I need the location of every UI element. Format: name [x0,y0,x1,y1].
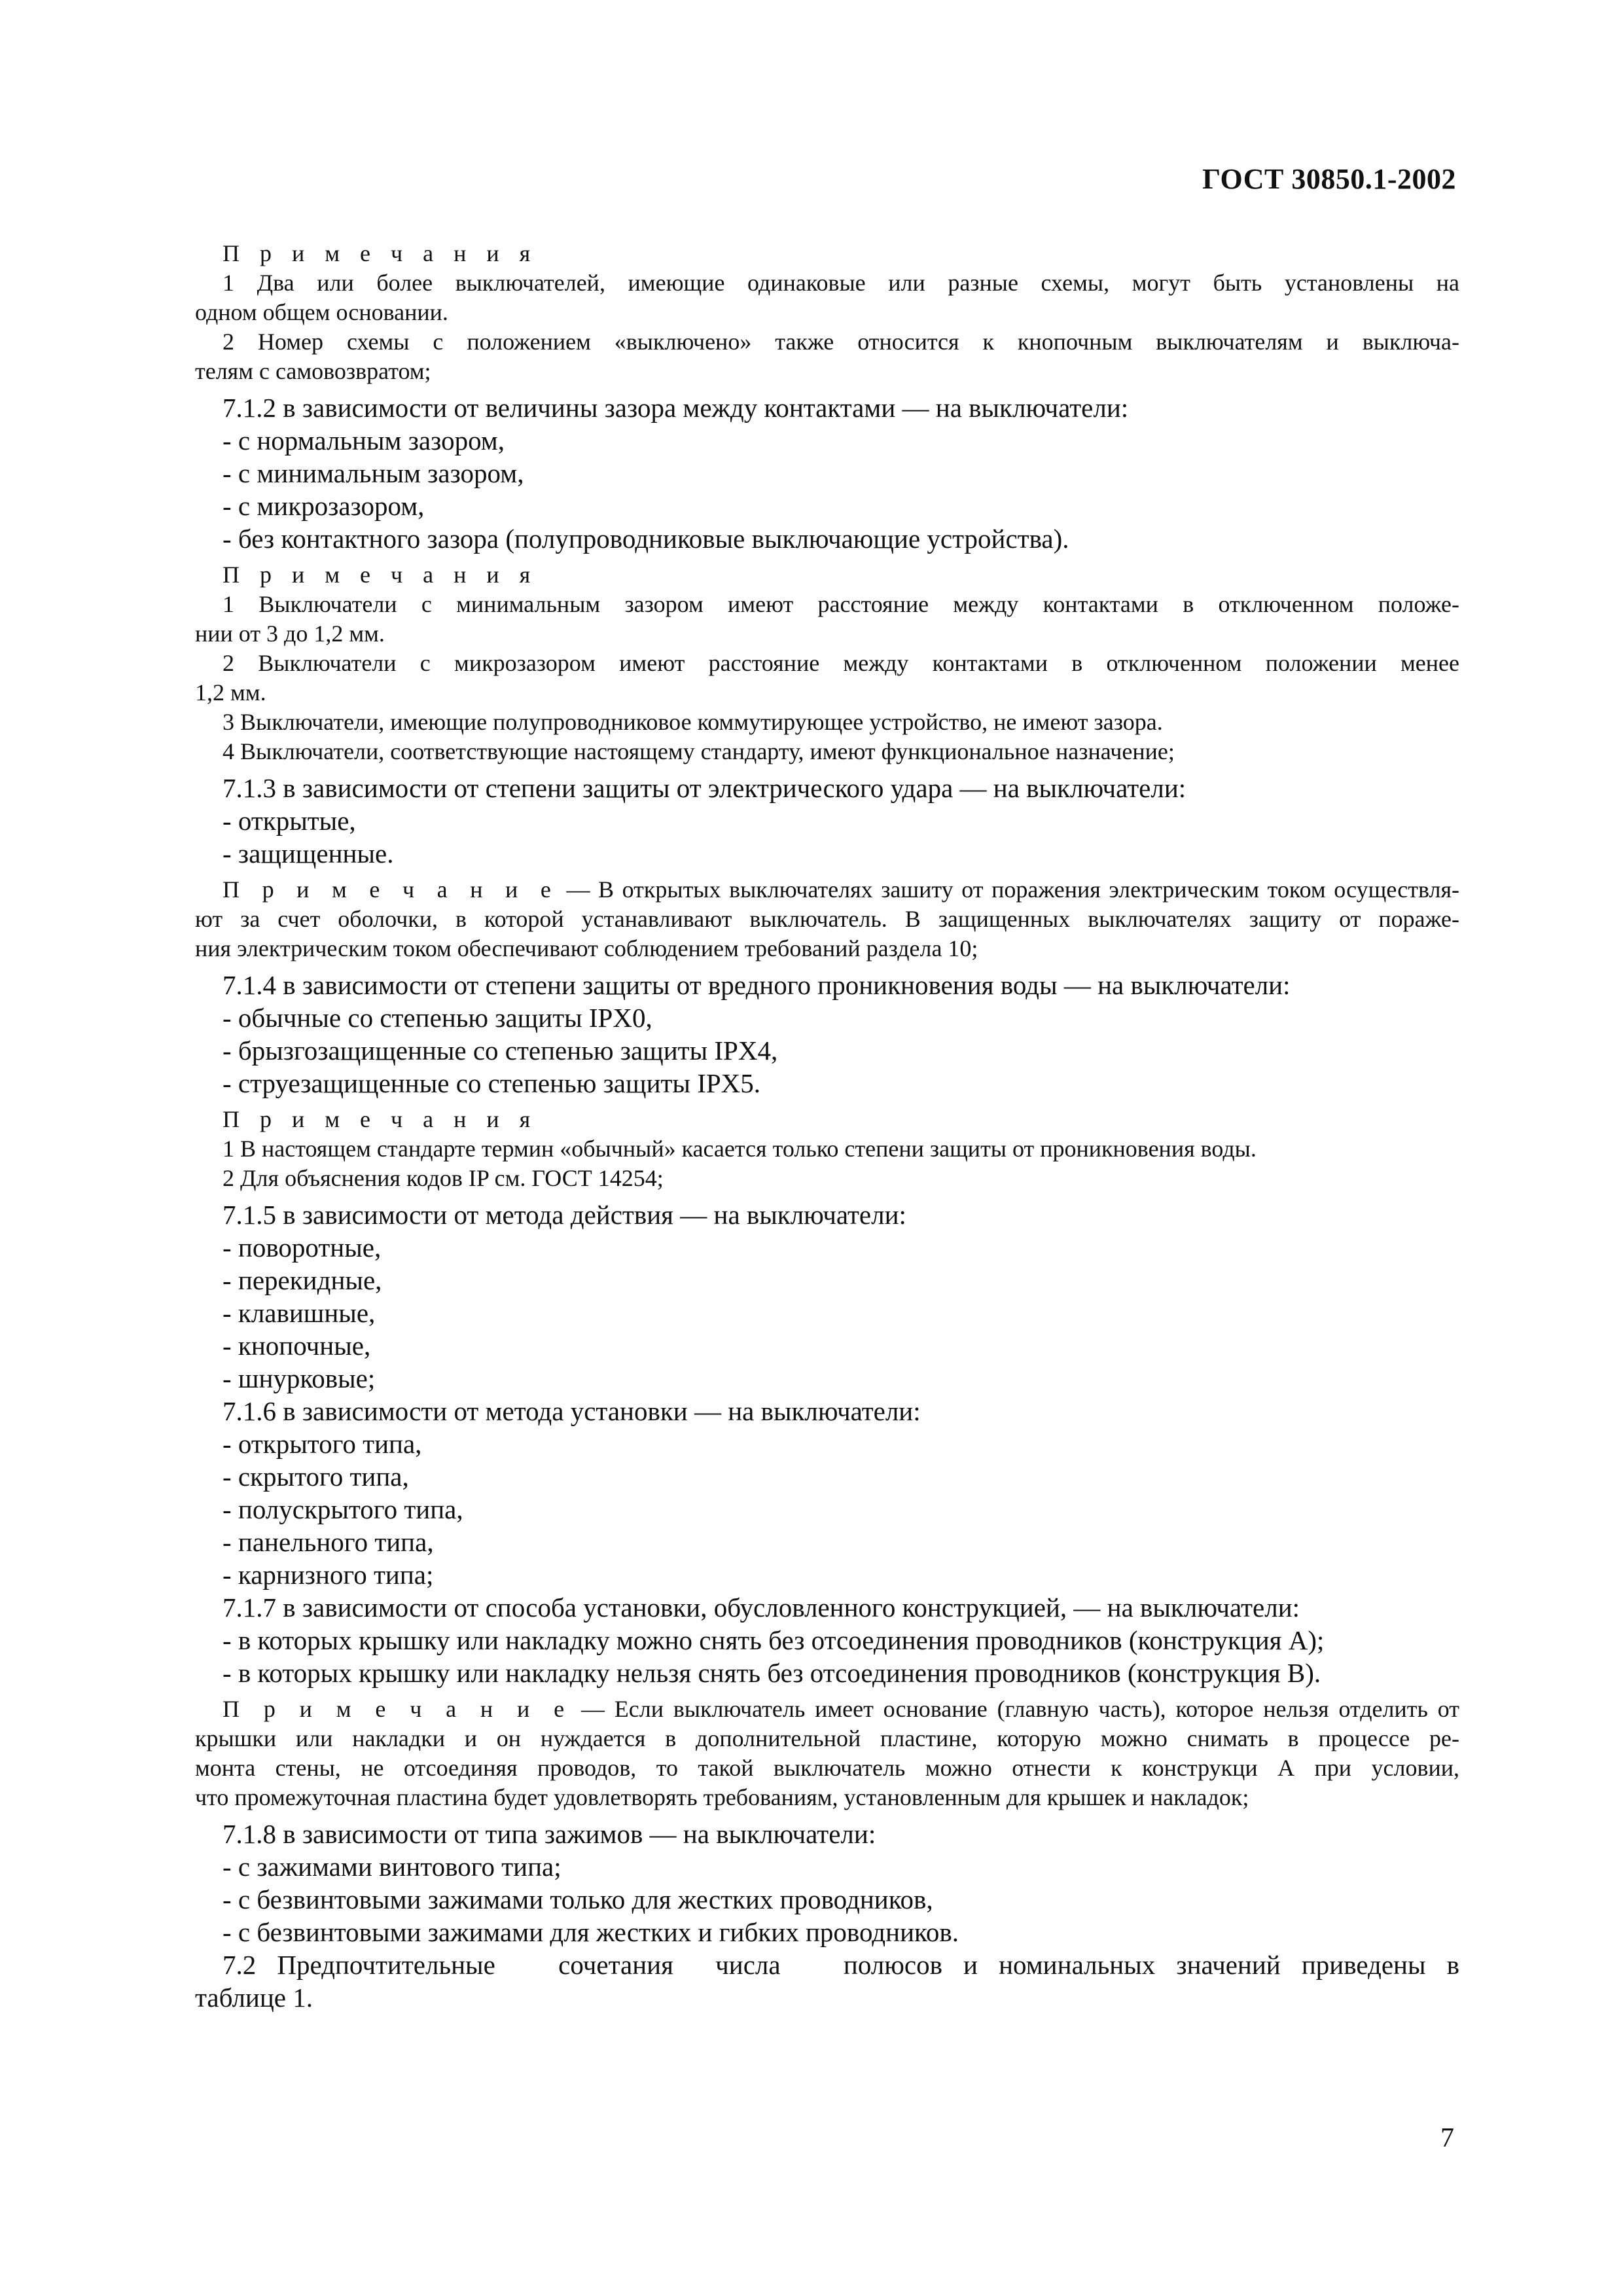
list-item: - с безвинтовыми зажимами только для жестких проводников, [223,1884,933,1914]
list-item: - защищенные. [223,838,394,869]
note-text: 3 Выключатели, имеющие полупроводниковое коммутирующее устройство, не имеют зазора. [223,709,1163,735]
clause-heading: 7.1.8 в зависимости от типа зажимов — на выключатели: [223,1819,876,1849]
list-item: - в которых крышку или накладку можно снять без отсоединения проводников (конструкция А); [223,1625,1325,1655]
list-item: - открытого типа, [223,1429,422,1459]
list-item: - скрытого типа, [223,1462,409,1492]
note-text: что промежуточная пластина будет удовлетворять требованиям, установленным для крышек и накладок; [195,1784,1249,1810]
clause-heading: 7.1.2 в зависимости от величины зазора между контактами — на выключатели: [223,393,1129,423]
standard-designation: ГОСТ 30850.1-2002 [1202,163,1456,195]
note-text: крышки или накладки и он нуждается в дополнительной пластине, которую можно снимать в процессе ре- [195,1725,1459,1751]
clause-7-1-5 [195,1198,1459,1395]
list-item: - с зажимами винтового типа; [223,1852,562,1882]
notes-label: П р и м е ч а н и я [223,562,538,588]
list-item: - с микрозазором, [223,491,425,521]
list-item: - панельного типа, [223,1527,434,1557]
note-label: П р и м е ч а н и е [223,876,558,903]
clause-heading: 7.1.3 в зависимости от степени защиты от электрического удара — на выключатели: [223,773,1186,803]
list-item: - поворотные, [223,1232,382,1263]
page-body [195,239,1459,2014]
list-item: - с нормальным зазором, [223,425,505,456]
list-item: - шнурковые; [223,1363,376,1393]
list-item: - перекидные, [223,1265,382,1295]
page-number: 7 [1440,2123,1454,2153]
note-text: 2 Для объяснения кодов IP см. ГОСТ 14254; [223,1165,664,1191]
clause-7-1-2 [195,391,1459,555]
list-item: - брызгозащищенные со степенью защиты IPX4, [223,1035,778,1066]
note-text: П р и м е ч а н и е — В открытых выключателях зашиту от поражения электрическим током осуществля- [223,876,1459,903]
notes-block [195,1105,1459,1193]
note-text: ния электрическим током обеспечивают соблюдением требований раздела 10; [195,935,978,961]
note-text: 1 В настоящем стандарте термин «обычный» касается только степени защиты от проникновения воды. [223,1136,1257,1162]
list-item: - открытые, [223,806,356,836]
note-text: одном общем основании. [195,299,448,325]
clause-7-1-3 [195,772,1459,870]
list-item: - с безвинтовыми зажимами для жестких и гибких проводников. [223,1917,959,1947]
note-text: монта стены, не отсоединяя проводов, то такой выключатель можно отнести к конструкци А при условии, [195,1755,1459,1781]
notes-block [195,239,1459,386]
list-item: - в которых крышку или накладку нельзя снять без отсоединения проводников (конструкция В). [223,1658,1321,1688]
clause-heading: 7.1.4 в зависимости от степени защиты от вредного проникновения воды — на выключатели: [223,970,1291,1000]
list-item: - полускрытого типа, [223,1494,463,1524]
notes-label: П р и м е ч а н и я [223,240,538,266]
clause-text: таблице 1. [195,1982,313,2013]
clause-7-1-4 [195,969,1459,1100]
notes-block [195,560,1459,766]
list-item: - карнизного типа; [223,1560,434,1590]
note-text: 4 Выключатели, соответствующие настоящему стандарту, имеют функциональное назначение; [223,738,1175,764]
list-item: - с минимальным зазором, [223,458,524,488]
notes-label: П р и м е ч а н и я [223,1106,538,1132]
clause-7-1-6 [195,1395,1459,1591]
note-text: ют за счет оболочки, в которой устанавливают выключатель. В защищенных выключателях защиту от пораже- [195,906,1459,932]
clause-heading: 7.1.6 в зависимости от метода установки — на выключатели: [223,1396,921,1426]
note-text: 2 Выключатели с микрозазором имеют расстояние между контактами в отключенном положении менее [223,650,1459,676]
list-item: - без контактного зазора (полупроводниковые выключающие устройства). [223,524,1069,554]
note-text: П р и м е ч а н и е — Если выключатель имеет основание (главную часть), которое нельзя отделить от [223,1696,1459,1722]
list-item: - клавишные, [223,1298,376,1328]
note-text: 1,2 мм. [195,679,266,706]
note-label: П р и м е ч а н и е [223,1696,572,1722]
note-block [195,1695,1459,1812]
clause-heading: 7.1.5 в зависимости от метода действия — на выключатели: [223,1200,906,1230]
list-item: - струезащищенные со степенью защиты IPX5. [223,1068,761,1098]
note-text: нии от 3 до 1,2 мм. [195,620,385,647]
note-text: 1 Два или более выключателей, имеющие одинаковые или разные схемы, могут быть установлены на [223,270,1459,296]
clause-7-2 [195,1948,1459,2014]
clause-7-1-7 [195,1591,1459,1689]
list-item: - обычные со степенью защиты IPX0, [223,1003,652,1033]
note-block [195,875,1459,963]
list-item: - кнопочные, [223,1331,371,1361]
clause-7-1-8 [195,1818,1459,1948]
note-text: телям с самовозвратом; [195,358,431,384]
clause-heading: 7.1.7 в зависимости от способа установки, обусловленного конструкцией, — на выключатели: [223,1592,1300,1623]
note-text: 2 Номер схемы с положением «выключено» также относится к кнопочным выключателям и выключа- [223,329,1459,355]
clause-text: 7.2 Предпочтительные сочетания числа полюсов и номинальных значений приведены в [223,1950,1459,1980]
note-text: 1 Выключатели с минимальным зазором имеют расстояние между контактами в отключенном положе- [223,591,1459,617]
